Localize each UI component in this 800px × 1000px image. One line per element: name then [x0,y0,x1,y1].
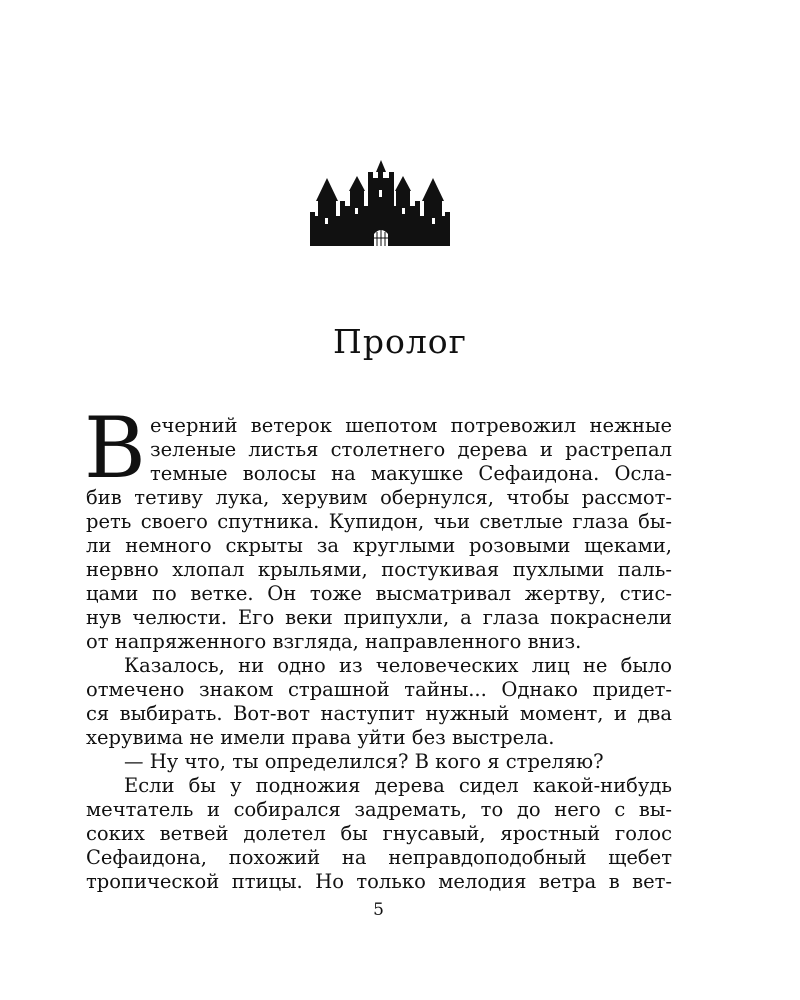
text-line: нув челюсти. Его веки припухли, а глаза покраснели [86,606,672,629]
castle-icon [310,160,450,246]
text-line: цами по ветке. Он тоже высматривал жертву, стис- [86,582,672,605]
chapter-title: Пролог [333,322,467,361]
text-line: ли немного скрыты за круглыми розовыми щеками, [86,534,672,557]
text-line: Сефаидона, похожий на неправдоподобный щебет [86,846,672,869]
text-line: херувима не имели права уйти без выстрела. [86,726,555,749]
text-line: от напряженного взгляда, направленного вниз. [86,630,582,653]
text-line: нервно хлопал крыльями, постукивая пухлыми паль- [86,558,672,581]
text-line: Казалось, ни одно из человеческих лиц не было [124,654,672,677]
text-line: тропической птицы. Но только мелодия ветра в вет- [86,870,672,893]
text-line: темные волосы на макушке Сефаидона. Осла- [150,462,672,485]
text-line: бив тетиву лука, херувим обернулся, чтобы рассмот- [86,486,672,509]
text-line: ечерний ветерок шепотом потревожил нежные [150,414,672,437]
text-line: — Ну что, ты определился? В кого я стреляю? [124,750,604,773]
text-line: ся выбирать. Вот-вот наступит нужный момент, и два [86,702,672,725]
text-line: отмечено знаком страшной тайны... Однако придет- [86,678,672,701]
page-number: 5 [373,900,384,920]
text-line: соких ветвей долетел бы гнусавый, яростный голос [86,822,672,845]
text-line: зеленые листья столетнего дерева и растрепал [150,438,672,461]
drop-cap: В [84,399,146,497]
text-line: реть своего спутника. Купидон, чьи светлые глаза бы- [86,510,672,533]
text-line: мечтатель и собирался задремать, то до него с вы- [86,798,672,821]
text-line: Если бы у подножия дерева сидел какой-нибудь [124,774,672,797]
